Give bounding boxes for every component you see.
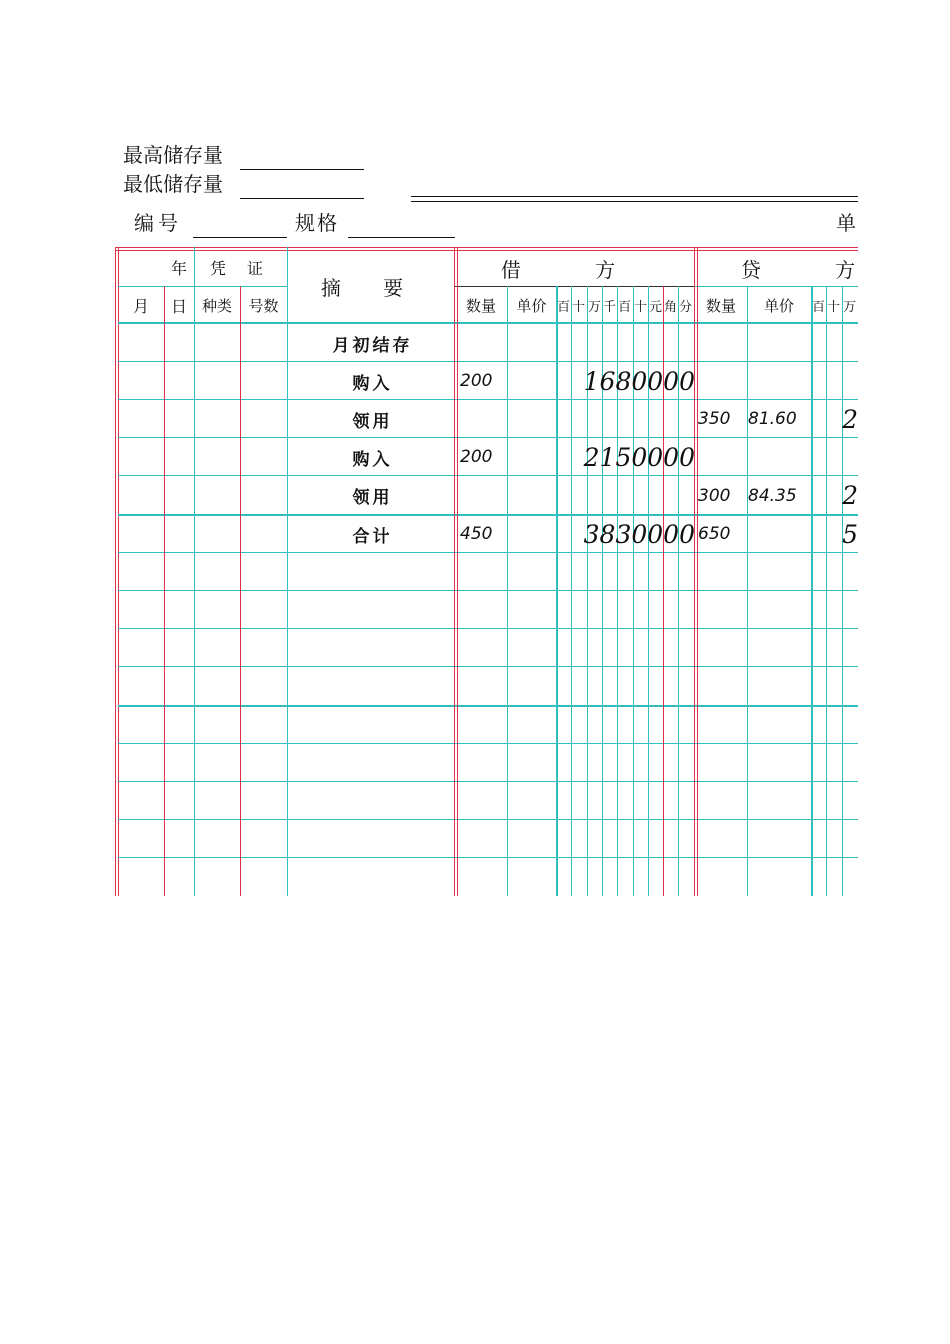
col-type-header: 种类 bbox=[201, 296, 232, 315]
row-credit-price bbox=[748, 859, 808, 896]
row-summary: 购入 bbox=[352, 449, 393, 470]
row-credit-amount: 2 bbox=[842, 481, 858, 510]
row-credit-price bbox=[748, 516, 808, 552]
row-debit-amount: 2150000 bbox=[583, 442, 695, 472]
spec-label: 规格 bbox=[295, 211, 339, 235]
col-credit-price-header: 单价 bbox=[763, 296, 794, 315]
col-credit-qty-header: 数量 bbox=[705, 296, 736, 315]
row-credit-price bbox=[748, 707, 808, 743]
row-debit-amount bbox=[560, 859, 695, 896]
col-month-header: 月 bbox=[132, 296, 149, 316]
row-credit-price bbox=[748, 668, 808, 705]
col-day-header: 日 bbox=[170, 296, 187, 316]
min-stock-label: 最低储存量 bbox=[123, 172, 223, 196]
row-credit-price bbox=[748, 592, 808, 628]
row-debit-amount bbox=[560, 554, 695, 590]
col-div-number bbox=[287, 247, 288, 896]
row-credit-amount bbox=[811, 630, 858, 666]
row-summary bbox=[290, 745, 455, 781]
row-credit-amount: 5 bbox=[842, 519, 858, 549]
row-debit-qty bbox=[460, 325, 504, 361]
row-credit-qty bbox=[698, 630, 744, 666]
col-debit-header: 借 方 bbox=[500, 257, 650, 282]
row-credit-qty: 350 bbox=[698, 409, 731, 429]
row-credit-price bbox=[748, 363, 808, 399]
row-debit-amount bbox=[560, 745, 695, 781]
row-credit-amount bbox=[811, 363, 858, 399]
row-summary bbox=[290, 630, 455, 666]
col-div-type bbox=[240, 286, 241, 896]
row-summary bbox=[290, 783, 455, 819]
row-credit-amount bbox=[811, 668, 858, 705]
debit-digit-header: 分 bbox=[678, 299, 692, 315]
row-credit-amount bbox=[811, 745, 858, 781]
col-div-debit-qty bbox=[507, 286, 508, 896]
row-debit-qty bbox=[460, 554, 504, 590]
row-credit-price bbox=[748, 554, 808, 590]
row-debit-qty bbox=[460, 783, 504, 819]
row-summary bbox=[290, 554, 455, 590]
row-credit-amount bbox=[811, 592, 858, 628]
col-debit-price-header: 单价 bbox=[516, 296, 547, 315]
debit-digit-header: 十 bbox=[571, 299, 585, 315]
row-credit-price bbox=[748, 821, 808, 857]
row-credit-price bbox=[748, 325, 808, 361]
row-debit-amount bbox=[560, 325, 695, 361]
row-credit-qty bbox=[698, 707, 744, 743]
col-number-header: 号数 bbox=[248, 296, 279, 315]
col-summary-header: 摘 要 bbox=[320, 275, 422, 300]
col-div-summary-2 bbox=[457, 247, 458, 896]
row-debit-amount bbox=[560, 668, 695, 705]
col-div-day bbox=[194, 247, 195, 896]
row-credit-amount bbox=[811, 554, 858, 590]
col-year-header: 年 bbox=[170, 258, 187, 278]
unit-label: 单 bbox=[836, 211, 856, 235]
row-debit-amount bbox=[560, 477, 695, 514]
row-debit-qty: 450 bbox=[460, 524, 493, 544]
row-summary bbox=[290, 821, 455, 857]
row-summary bbox=[290, 859, 455, 896]
row-credit-amount bbox=[811, 859, 858, 896]
debit-digit-header: 十 bbox=[633, 299, 647, 315]
credit-digit-header: 十 bbox=[826, 299, 840, 315]
row-summary: 领用 bbox=[352, 411, 393, 432]
row-credit-amount bbox=[811, 707, 858, 743]
credit-digit-header: 万 bbox=[842, 299, 856, 315]
row-credit-price bbox=[748, 783, 808, 819]
row-debit-amount bbox=[560, 707, 695, 743]
row-debit-qty: 200 bbox=[460, 371, 493, 391]
frame-left bbox=[115, 247, 116, 896]
row-summary: 合计 bbox=[352, 526, 393, 547]
row-summary bbox=[290, 707, 455, 743]
row-credit-price: 84.35 bbox=[748, 485, 797, 506]
col-debit-qty-header: 数量 bbox=[465, 296, 496, 315]
row-credit-qty bbox=[698, 325, 744, 361]
col-voucher-header: 凭 证 bbox=[209, 258, 272, 278]
row-credit-amount: 2 bbox=[842, 404, 858, 434]
row-credit-qty bbox=[698, 859, 744, 896]
row-credit-price bbox=[748, 439, 808, 475]
row-credit-qty bbox=[698, 668, 744, 705]
row-debit-amount bbox=[560, 401, 695, 437]
credit-digit-header: 百 bbox=[811, 299, 825, 315]
row-debit-qty: 200 bbox=[460, 447, 493, 467]
row-credit-qty bbox=[698, 783, 744, 819]
row-credit-qty bbox=[698, 439, 744, 475]
row-debit-amount bbox=[560, 821, 695, 857]
debit-digit-header: 万 bbox=[587, 299, 601, 315]
row-debit-qty bbox=[460, 668, 504, 705]
row-debit-qty bbox=[460, 477, 504, 514]
debit-digit-header: 百 bbox=[556, 299, 570, 315]
row-summary bbox=[290, 592, 455, 628]
col-div-month bbox=[164, 286, 165, 896]
row-credit-qty bbox=[698, 821, 744, 857]
frame-top bbox=[115, 247, 858, 248]
row-credit-qty bbox=[698, 592, 744, 628]
row-debit-amount bbox=[560, 630, 695, 666]
col-credit-header: 贷 方 bbox=[740, 257, 890, 282]
row-credit-qty bbox=[698, 745, 744, 781]
row-debit-qty bbox=[460, 745, 504, 781]
frame-left-inner bbox=[118, 247, 119, 896]
col-div-debit-price bbox=[556, 286, 558, 896]
row-credit-qty bbox=[698, 554, 744, 590]
row-credit-price bbox=[748, 745, 808, 781]
row-debit-qty bbox=[460, 821, 504, 857]
debit-digit-header: 角 bbox=[663, 299, 677, 315]
debit-digit-header: 千 bbox=[602, 299, 616, 315]
row-credit-qty bbox=[698, 363, 744, 399]
row-credit-qty: 650 bbox=[698, 524, 731, 544]
row-debit-amount bbox=[560, 592, 695, 628]
row-credit-qty: 300 bbox=[698, 485, 731, 506]
row-summary: 领用 bbox=[352, 488, 393, 508]
row-debit-qty bbox=[460, 630, 504, 666]
row-summary bbox=[290, 668, 455, 705]
row-debit-amount: 3830000 bbox=[583, 519, 695, 549]
row-credit-amount bbox=[811, 783, 858, 819]
row-debit-qty bbox=[460, 707, 504, 743]
row-credit-amount bbox=[811, 325, 858, 361]
debit-digit-header: 百 bbox=[617, 299, 631, 315]
row-debit-qty bbox=[460, 592, 504, 628]
row-summary: 购入 bbox=[352, 373, 393, 394]
row-debit-qty bbox=[460, 401, 504, 437]
row-credit-amount bbox=[811, 821, 858, 857]
row-credit-price bbox=[748, 630, 808, 666]
row-credit-amount bbox=[811, 439, 858, 475]
row-debit-amount bbox=[560, 783, 695, 819]
row-credit-price: 81.60 bbox=[748, 409, 797, 429]
debit-digit-header: 元 bbox=[648, 299, 662, 315]
row-debit-amount: 1680000 bbox=[583, 366, 695, 396]
row-summary: 月初结存 bbox=[332, 335, 413, 356]
code-label: 编号 bbox=[134, 211, 182, 235]
row-debit-qty bbox=[460, 859, 504, 896]
max-stock-label: 最高储存量 bbox=[123, 143, 223, 167]
